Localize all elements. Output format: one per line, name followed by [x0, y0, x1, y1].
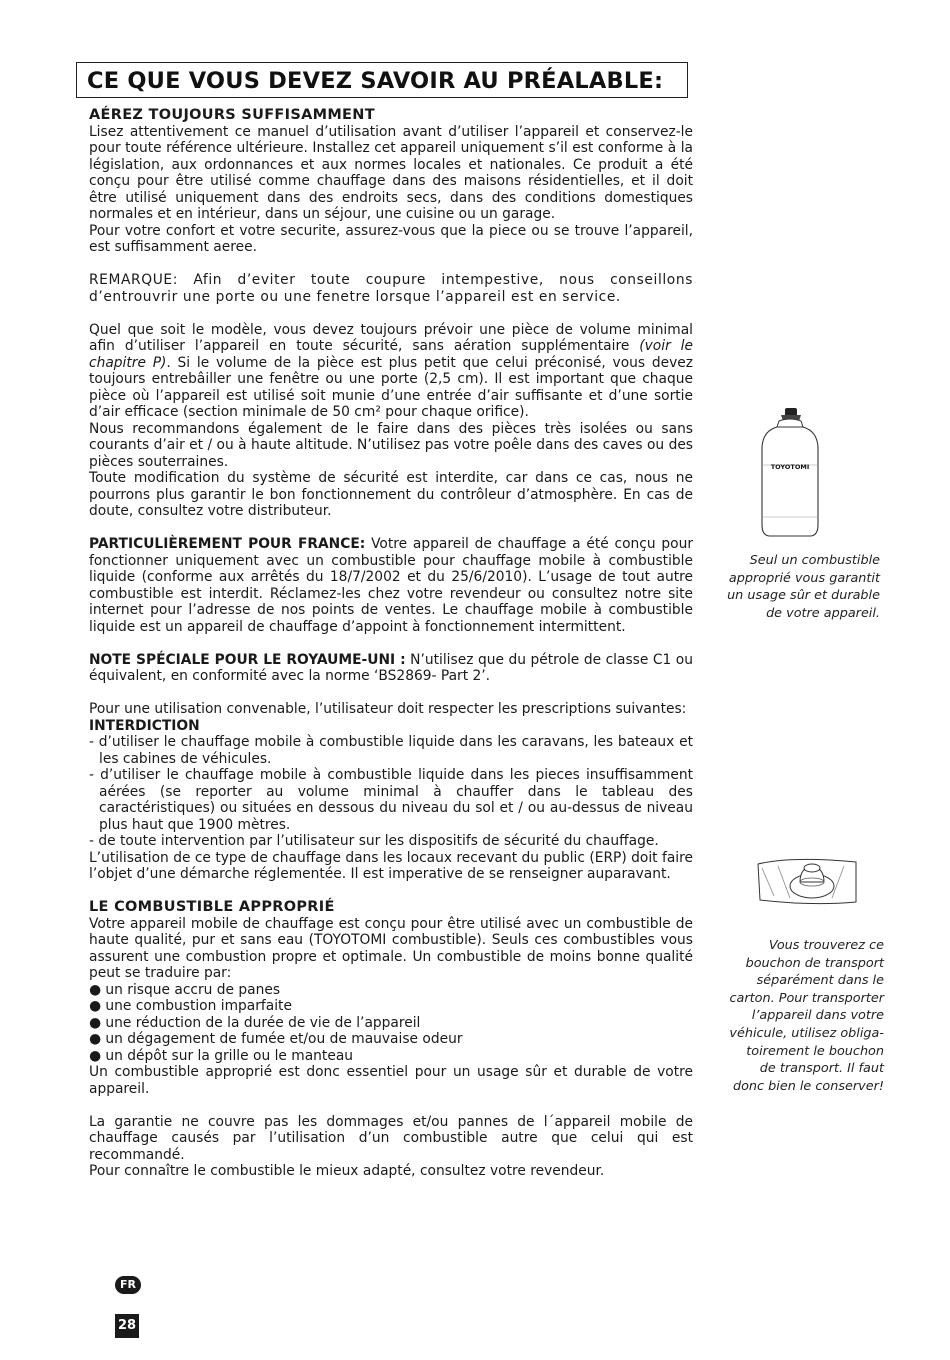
- caption-line: véhicule, utilisez obliga-: [729, 1025, 884, 1041]
- paragraph-warranty: La garantie ne couvre pas les dommages et/ou pannes de l´appareil mobile de chauffage causés par l’utilisation d’un combustible autre que celui qui est recommandé.: [89, 1113, 693, 1163]
- fuel-bullet: ● une combustion imparfaite: [89, 998, 292, 1014]
- chapter-reference: (voir le chapitre P): [89, 338, 694, 371]
- fuel-bullet: ● un risque accru de panes: [89, 981, 281, 998]
- paragraph-fuel-intro: Votre appareil mobile de chauffage est conçu pour être utilisé avec un combustible de haute qualité, pur et sans eau (TOYOTOMI combustible). Seuls ces combustibles vous assurent une combustion propre et optimale. Un combustible de moins bonne qualité peut se traduire par:: [89, 915, 693, 981]
- caption-line: un usage sûr et durable: [727, 588, 880, 604]
- page-number: 28: [115, 1314, 139, 1338]
- caption-line: Vous trouverez ce: [768, 938, 884, 953]
- section-heading-aerez: AÉREZ TOUJOURS SUFFISAMMENT: [89, 107, 375, 123]
- interdiction-item: - d’utiliser le chauffage mobile à combustible liquide dans les pieces insuffisamment aérées (se reporter au volume minimal à chauffer dans le tableau des caractéristiques) ou situées en dessous du niveau du sol et / ou au-dessus de niveau plus haut que 1900 mètres.: [89, 767, 693, 833]
- fuel-bullet: ● un dégagement de fumée et/ou de mauvaise odeur: [89, 1031, 463, 1047]
- page-title: CE QUE VOUS DEVEZ SAVOIR AU PRÉALABLE:: [87, 68, 664, 94]
- paragraph-uk: [89, 652, 693, 685]
- paragraph-usage: Pour une utilisation convenable, l’utilisateur doit respecter les prescriptions suivantes:: [89, 701, 687, 717]
- france-text: Votre appareil de chauffage a été conçu pour fonctionner uniquement avec un combustible pour chauffage mobile à combustible liquide (conforme aux arrêtés du 18/7/2002 et du 25/6/2010). L’usage de tout autre combustible est interdit. Réclamez-les chez votre revendeur ou consultez notre site internet pour l’adresse de nos points de ventes. Le chauffage mobile à combustible liquide est un appareil de chauffage d’appoint à fonctionnement intermittent.: [89, 536, 693, 635]
- language-badge: FR: [115, 1276, 141, 1294]
- paragraph-confort: Pour votre confort et votre securite, assurez-vous que la piece ou se trouve l’appareil, est suffisamment aeree.: [89, 222, 693, 255]
- paragraph-fuel-conclusion: Un combustible approprié est donc essentiel pour un usage sûr et durable de votre appareil.: [89, 1064, 693, 1097]
- paragraph-volume: [89, 322, 693, 421]
- uk-label: NOTE SPÉCIALE POUR LE ROYAUME-UNI :: [89, 651, 406, 668]
- section-heading-fuel: LE COMBUSTIBLE APPROPRIÉ: [89, 899, 335, 915]
- paragraph-france: [89, 536, 693, 635]
- caption-line: l’appareil dans votre: [751, 1008, 884, 1024]
- interdiction-item: - de toute intervention par l’utilisateur sur les dispositifs de sécurité du chauffage.: [89, 833, 659, 849]
- transport-cap-illustration: [752, 852, 862, 910]
- paragraph-erp: L’utilisation de ce type de chauffage dans les locaux recevant du public (ERP) doit faire l’objet d’une démarche réglementée. Il est imperative de se renseigner auparavant.: [89, 849, 693, 882]
- caption-line: séparément dans le: [756, 973, 884, 989]
- france-label: PARTICULIÈREMENT POUR FRANCE:: [89, 536, 366, 552]
- caption-line: toirement le bouchon: [746, 1043, 884, 1059]
- caption-line: de votre appareil.: [766, 605, 880, 621]
- caption-transport-cap: [714, 937, 884, 1095]
- jerrycan-brand: TOYOTOMI: [770, 463, 810, 471]
- interdiction-heading: INTERDICTION: [89, 717, 200, 734]
- caption-line: bouchon de transport: [745, 955, 884, 971]
- caption-fuel: [710, 552, 880, 622]
- interdiction-item: - d’utiliser le chauffage mobile à combustible liquide dans les caravans, les bateaux et les cabines de véhicules.: [89, 734, 693, 767]
- uk-text: N’utilisez que du pétrole de classe C1 ou équivalent, en conformité avec la norme ‘BS2869- Part 2’.: [89, 651, 693, 684]
- paragraph-intro: Lisez attentivement ce manuel d’utilisation avant d’utiliser l’appareil et conservez-le pour toute référence ultérieure. Installez cet appareil uniquement s’il est conforme à la législation, aux ordonnances et aux normes locales et nationales. Ce produit a été conçu pour être utilisé comme chauffage dans des maisons résidentielles, et il doit être utilisé uniquement dans des endroits secs, dans des conditions domestiques normales et en intérieur, dans un séjour, une cuisine ou un garage.: [89, 123, 693, 222]
- caption-line: donc bien le conserver!: [732, 1078, 884, 1094]
- caption-line: Seul un combustible: [749, 553, 880, 568]
- main-text: [89, 107, 693, 1180]
- jerrycan-illustration: [755, 405, 825, 540]
- volume-text-a: Quel que soit le modèle, vous devez toujours prévoir une pièce de volume minimal afin d’utiliser l’appareil en toute sécurité, sans aération supplémentaire: [89, 321, 693, 354]
- caption-line: carton. Pour transporter: [729, 990, 884, 1006]
- paragraph-recommendation: Nous recommandons également de le faire dans des pièces très isolées ou sans courants d’air et / ou à haute altitude. N’utilisez pas votre poêle dans des caves ou des pièces souterraines.: [89, 420, 693, 470]
- paragraph-remarque: REMARQUE: Afin d’eviter toute coupure intempestive, nous conseillons d’entrouvrir une porte ou une fenetre lorsque l’appareil est en service.: [89, 272, 693, 305]
- title-box: [76, 62, 688, 98]
- paragraph-security: Toute modification du système de sécurité est interdite, car dans ce cas, nous ne pourrons plus garantir le bon fonctionnement du contrôleur d’atmosphère. En cas de doute, consultez votre distributeur.: [89, 470, 693, 519]
- caption-line: approprié vous garantit: [728, 570, 880, 586]
- fuel-bullet: ● un dépôt sur la grille ou le manteau: [89, 1047, 354, 1064]
- volume-text-b: . Si le volume de la pièce est plus petit que celui préconisé, vous devez toujours entrebâiller une fenêtre ou une porte (2,5 cm). Il est important que chaque pièce où l’appareil est utilisé soit munie d’une entrée d’air suffisante et d’une sortie d’air efficace (section minimale de 50 cm² pour chaque orifice).: [89, 354, 693, 420]
- paragraph-advice: Pour connaître le combustible le mieux adapté, consultez votre revendeur.: [89, 1163, 605, 1179]
- fuel-bullet: ● une réduction de la durée de vie de l’appareil: [89, 1014, 421, 1031]
- caption-line: de transport. Il faut: [759, 1061, 884, 1077]
